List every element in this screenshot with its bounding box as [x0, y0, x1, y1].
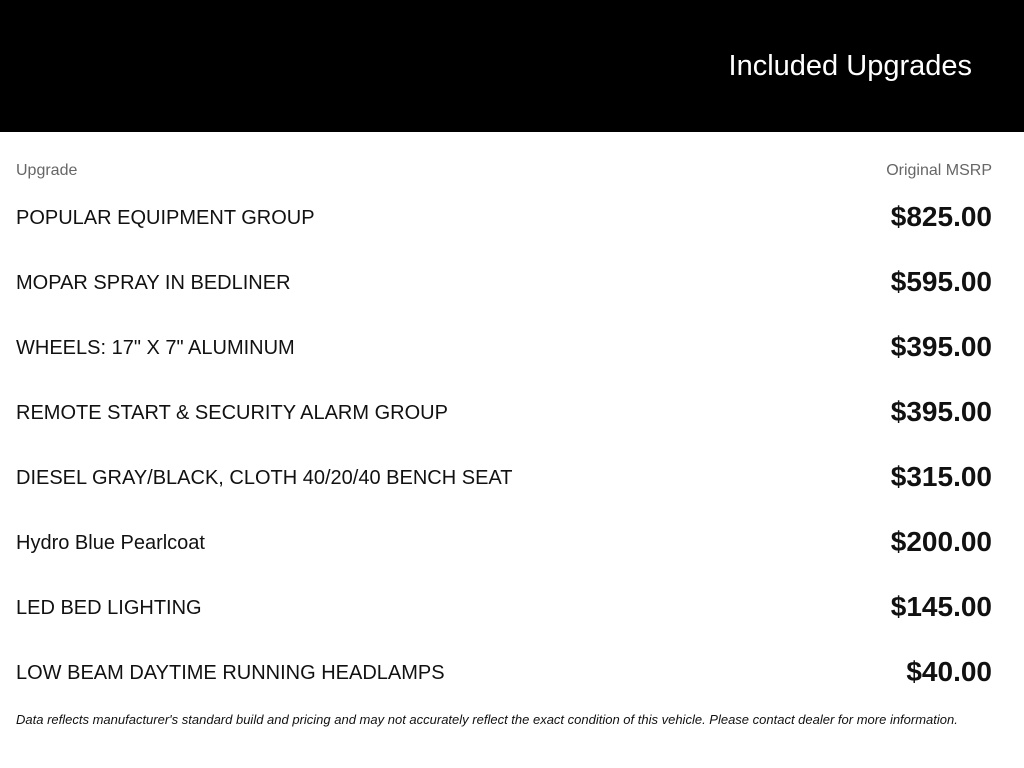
- table-row: [16, 260, 992, 325]
- upgrade-price: $200.00: [890, 526, 992, 557]
- table-row: [16, 455, 992, 520]
- upgrade-name: MOPAR SPRAY IN BEDLINER: [16, 272, 291, 294]
- upgrade-name: POPULAR EQUIPMENT GROUP: [16, 207, 315, 229]
- header-bar: [0, 0, 1024, 132]
- upgrade-price: $315.00: [890, 461, 992, 492]
- page-title: Included Upgrades: [728, 50, 972, 82]
- upgrade-price: $595.00: [890, 266, 992, 297]
- disclaimer-text: Data reflects manufacturer's standard build and pricing and may not accurately reflect the exact condition of this vehicle. Please contact dealer for more information.: [16, 712, 958, 727]
- table-row: [16, 585, 992, 650]
- upgrade-price: $145.00: [890, 591, 992, 622]
- upgrade-price: $395.00: [890, 331, 992, 362]
- table-row: [16, 195, 992, 260]
- upgrade-name: LED BED LIGHTING: [16, 597, 202, 619]
- upgrade-name: LOW BEAM DAYTIME RUNNING HEADLAMPS: [16, 662, 445, 684]
- table-row: [16, 650, 992, 715]
- upgrade-name: REMOTE START & SECURITY ALARM GROUP: [16, 402, 448, 424]
- upgrade-name: Hydro Blue Pearlcoat: [16, 532, 205, 554]
- table-row: [16, 325, 992, 390]
- column-header-upgrade: Upgrade: [16, 162, 78, 179]
- upgrade-name: DIESEL GRAY/BLACK, CLOTH 40/20/40 BENCH SEAT: [16, 467, 513, 489]
- upgrade-price: $395.00: [890, 396, 992, 427]
- table-header: [16, 161, 992, 181]
- upgrades-list: [16, 195, 992, 715]
- upgrade-price: $40.00: [906, 656, 992, 687]
- column-header-msrp: Original MSRP: [886, 162, 992, 179]
- upgrade-price: $825.00: [890, 201, 992, 232]
- table-row: [16, 390, 992, 455]
- table-row: [16, 520, 992, 585]
- upgrade-name: WHEELS: 17" X 7" ALUMINUM: [16, 337, 295, 359]
